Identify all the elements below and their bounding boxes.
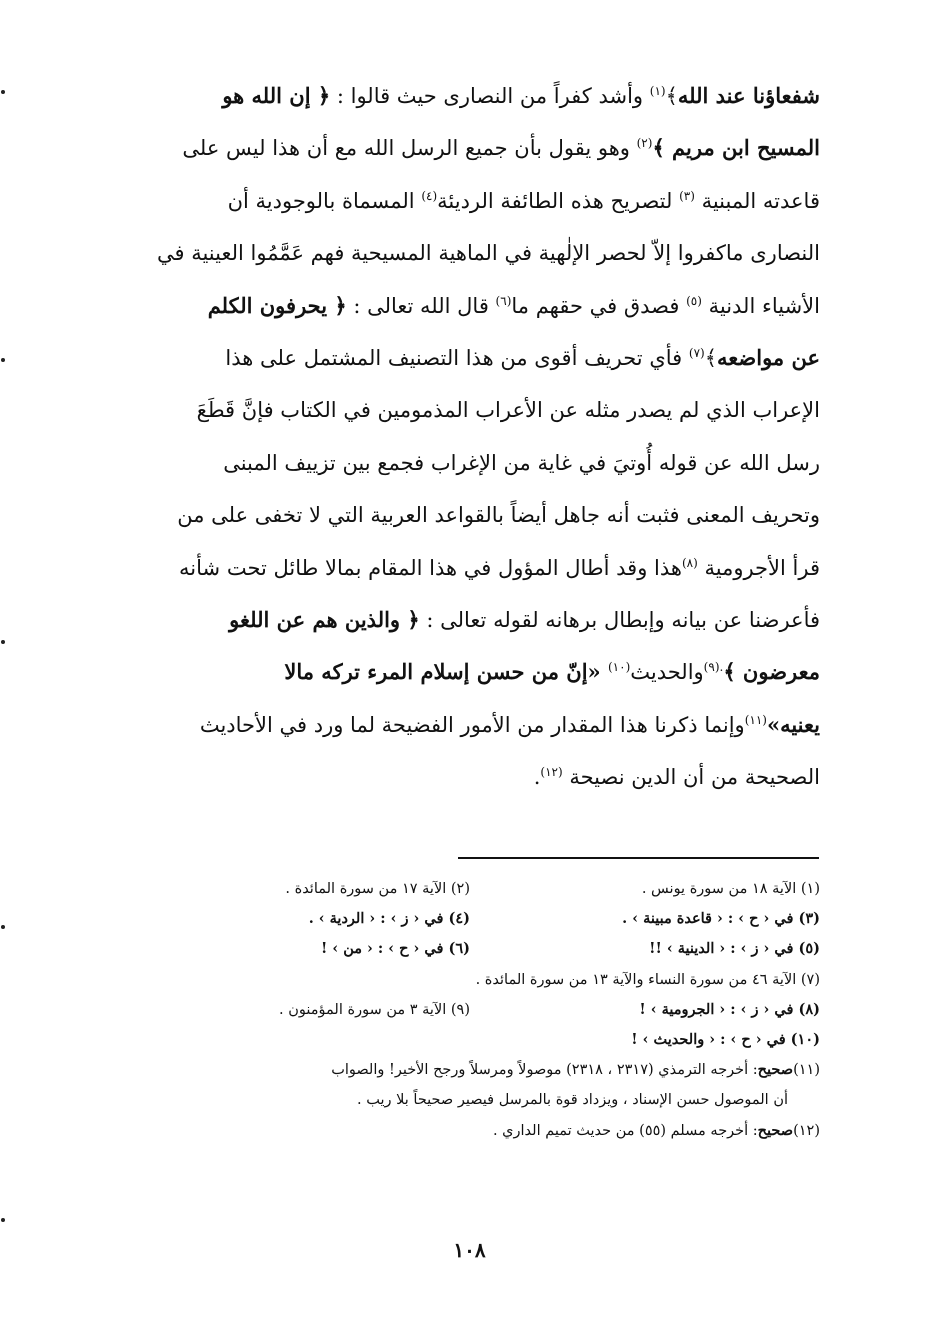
text-line: فأعرضنا عن بيانه وإبطال برهانه لقوله تعالى : ﴿ والذين هم عن اللغو (229, 607, 820, 633)
text-line: النصارى ماكفروا إلاّ لحصر الإلٰهية في الماهية المسيحية فهم عَمَّمُوا العينية في (156, 241, 820, 266)
footnote-row (108, 904, 820, 934)
margin-mark (1, 640, 5, 644)
margin-mark (1, 1218, 5, 1222)
text-line: الإعراب الذي لم يصدر مثله عن الأعراب المذمومين في الكتاب فإنَّ قَطَعَ (196, 398, 820, 423)
text-line: شفعاؤنا عند الله﴾$^{(١)}$ وأشد كفراً من النصارى حيث قالوا : ﴿ إن الله هو (222, 83, 820, 108)
main-text (108, 70, 820, 804)
text-line: يعنيه»$^{(١١)}$وإنما ذكرنا هذا المقدار من الأمور الفضيحة لما ورد في الأحاديث (199, 711, 820, 737)
footnote-7: (٧) الآية ٤٦ من سورة النساء والآية ١٣ من سورة المائدة . (475, 971, 820, 988)
footnote-12: (١٢) صحيح : أخرجه مسلم (٥٥) من حديث تميم الداري . (492, 1121, 820, 1139)
footnote-8: (٨) في ‹ ز › : ‹ الجرومية › ! (639, 1000, 820, 1018)
footnote-2: (٢) الآية ١٧ من سورة المائدة . (285, 881, 470, 897)
footnote-11-continued: أن الموصول حسن الإسناد ، ويزداد قوة بالمرسل فيصير صحيحاً بلا ريب . (357, 1092, 788, 1109)
footnote-11: (١١) صحيح : أخرجه الترمذي (٢٣١٧ ، ٢٣١٨) موصولاً ومرسلاً ورجح الأخير! والصواب (331, 1061, 820, 1079)
footnote-10: (١٠) في ‹ ح › : ‹ والحديث › ! (631, 1030, 820, 1048)
text-line: قرأ الأجرومية $^{(٨)}$هذا وقد أطال المؤول في هذا المقام بمالا طائل تحت شأنه (179, 555, 820, 580)
text-line: قاعدته المبنية $^{(٣)}$ لتصريح هذه الطائفة الرديئة$^{(٤)}$ المسماة بالوجودية أن (227, 188, 820, 213)
footnotes (108, 874, 820, 1146)
footnote-row (108, 874, 820, 904)
footnote-separator (458, 857, 819, 859)
footnote-1: (١) الآية ١٨ من سورة يونس . (641, 881, 820, 897)
margin-mark (1, 925, 5, 929)
footnote-9: (٩) الآية ٣ من سورة المؤمنون . (279, 1001, 470, 1018)
page-number: ١٠٨ (453, 1238, 486, 1262)
footnote-6: (٦) في ‹ ح › : ‹ من › ! (320, 940, 470, 958)
footnote-3: (٣) في ‹ ح › : ‹ قاعدة مبينة › . (622, 910, 820, 928)
text-line: معرضون ﴾$^{.(٩)}$والحديث$^{(١٠)}$ «إنّ من حسن إسلام المرء تركه مالا (284, 659, 820, 685)
footnote-4: (٤) في ‹ ز › : ‹ الردية › . (308, 910, 470, 928)
text-line: المسيح ابن مريم ﴾$^{(٢)}$ وهو يقول بأن جميع الرسل الله مع أن هذا ليس على (182, 135, 820, 161)
text-line: عن مواضعه﴾$^{(٧)}$ فأي تحريف أقوى من هذا التصنيف المشتمل على هذا (225, 345, 820, 371)
text-line: الأشياء الدنية $^{(٥)}$ فصدق في حقهم ما$^{(٦)}$ قال الله تعالى : ﴿ يحرفون الكلم (207, 292, 820, 318)
text-line: رسل الله عن قوله أُوتيَ في غاية من الإغراب فجمع بين تزييف المبنى (223, 450, 820, 475)
footnote-row (108, 934, 820, 964)
margin-mark (1, 90, 5, 94)
margin-mark (1, 358, 5, 362)
text-line: وتحريف المعنى فثبت أنه جاهل أيضاً بالقواعد العربية التي لا تخفى على من (177, 503, 820, 528)
footnote-row (108, 995, 820, 1025)
text-line: الصحيحة من أن الدين نصيحة $^{(١٢)}$. (533, 765, 820, 790)
footnote-5: (٥) في ‹ ز › : ‹ الدينية › !! (649, 940, 820, 958)
